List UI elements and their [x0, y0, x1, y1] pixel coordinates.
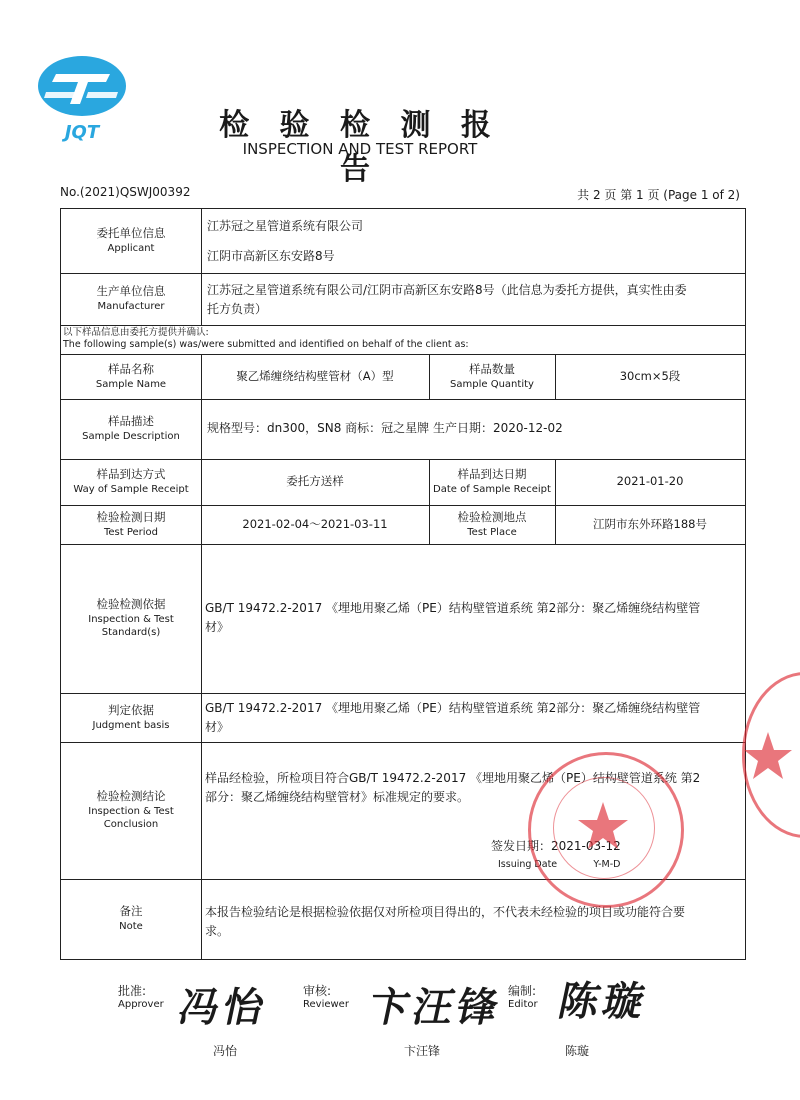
sample-description-value: 规格型号：dn300，SN8 商标：冠之星牌 生产日期：2020-12-02 [207, 421, 563, 435]
applicant-label: 委托单位信息 Applicant [96, 226, 166, 254]
receipt-date-value: 2021-01-20 [616, 474, 684, 489]
judgment-line-2: 材》 [205, 720, 230, 734]
reviewer-label: 审核: Reviewer [303, 984, 349, 1010]
note-label: 备注 Note [119, 904, 143, 932]
approver-signature: 冯怡 [174, 984, 273, 1031]
standards-label: 检验检测依据 Inspection & Test Standard(s) [88, 597, 174, 639]
standards-line-1: GB/T 19472.2-2017 《埋地用聚乙烯（PE）结构壁管道系统 第2部分：聚乙烯缠绕结构壁管 [205, 601, 701, 615]
manufacturer-label: 生产单位信息 Manufacturer [96, 284, 166, 312]
report-title-cn: 检 验 检 测 报 告 [219, 108, 501, 187]
conclusion-label: 检验检测结论 Inspection & Test Conclusion [88, 789, 174, 831]
client-note-en: The following sample(s) was/were submitted and identified on behalf of the client as: [63, 339, 469, 350]
receipt-way-label: 样品到达方式 Way of Sample Receipt [73, 467, 189, 495]
editor-signature: 陈璇 [554, 978, 653, 1025]
receipt-way-value: 委托方送样 [286, 474, 344, 489]
standards-line-2: 材》 [205, 620, 230, 634]
reviewer-signature: 卞汪锋 [364, 984, 507, 1031]
report-title-en: INSPECTION AND TEST REPORT [242, 140, 478, 158]
report-number: No.(2021)QSWJ00392 [60, 185, 191, 199]
test-place-label: 检验检测地点 Test Place [457, 509, 527, 538]
issuing-date-en: Issuing Date Y-M-D [498, 859, 621, 870]
company-logo [32, 52, 132, 144]
sample-name-label: 样品名称 Sample Name [95, 361, 167, 390]
judgment-label: 判定依据 Judgment basis [92, 702, 170, 731]
editor-label: 编制: Editor [508, 984, 538, 1010]
sample-quantity-value: 30cm×5段 [619, 368, 681, 383]
page-info: 共 2 页 第 1 页 (Page 1 of 2) [577, 188, 740, 202]
issuing-date: 签发日期：2021-03-12 [491, 839, 621, 853]
note-line-2: 求。 [205, 924, 230, 938]
editor-name: 陈璇 [565, 1044, 590, 1058]
conclusion-line-1: 样品经检验，所检项目符合GB/T 19472.2-2017 《埋地用聚乙烯（PE）结构壁管道系统 第2 [205, 771, 701, 785]
seal-stamp [742, 672, 800, 838]
sample-description-label: 样品描述 Sample Description [82, 414, 180, 442]
test-period-label: 检验检测日期 Test Period [96, 509, 166, 538]
test-place-value: 江阴市东外环路188号 [593, 516, 707, 531]
applicant-name: 江苏冠之星管道系统有限公司 [207, 219, 364, 233]
applicant-address: 江阴市高新区东安路8号 [207, 249, 335, 263]
approver-label: 批准: Approver [118, 984, 164, 1010]
approver-name: 冯怡 [213, 1044, 238, 1058]
receipt-date-label: 样品到达日期 Date of Sample Receipt [433, 467, 551, 495]
client-note-cn: 以下样品信息由委托方提供并确认: [63, 327, 209, 338]
judgment-line-1: GB/T 19472.2-2017 《埋地用聚乙烯（PE）结构壁管道系统 第2部分：聚乙烯缠绕结构壁管 [205, 701, 701, 715]
sample-name-value: 聚乙烯缠绕结构壁管材（A）型 [236, 368, 394, 383]
conclusion-line-2: 部分：聚乙烯缠绕结构壁管材》标准规定的要求。 [205, 790, 470, 804]
logo-text: JQT [64, 122, 100, 143]
sample-quantity-label: 样品数量 Sample Quantity [450, 361, 534, 390]
manufacturer-line-2: 托方负责） [207, 302, 268, 316]
manufacturer-line-1: 江苏冠之星管道系统有限公司/江阴市高新区东安路8号（此信息为委托方提供，真实性由委 [207, 283, 687, 297]
reviewer-name: 卞汪锋 [404, 1044, 441, 1058]
test-period-value: 2021-02-04～2021-03-11 [242, 516, 388, 531]
official-stamp [528, 752, 684, 908]
note-line-1: 本报告检验结论是根据检验依据仅对所检项目得出的，不代表未经检验的项目或功能符合要 [205, 905, 686, 919]
